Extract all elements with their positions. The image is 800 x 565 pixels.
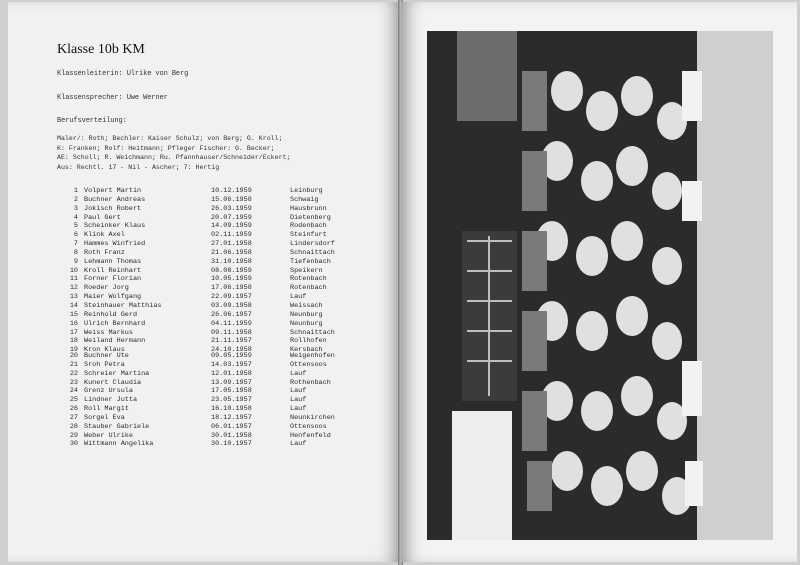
hometown: Tiefenbach xyxy=(290,257,331,266)
birth-date: 26.03.1959 xyxy=(211,204,252,213)
birth-date: 14.09.1959 xyxy=(211,222,252,231)
student-name: Reinhold Gerd xyxy=(84,310,138,319)
student-name: Roeder Jorg xyxy=(84,284,129,293)
birth-date: 16.10.1958 xyxy=(211,405,252,414)
roster-number: 22 xyxy=(69,369,78,378)
hometown: Weigenhofen xyxy=(290,352,335,360)
hometown: Schwaig xyxy=(290,195,319,204)
hometown: Lauf xyxy=(290,387,307,396)
class-speaker: Klassensprecher: Uwe Werner xyxy=(57,94,168,102)
student-name: Sorgel Eva xyxy=(84,413,125,422)
birth-date: 23.05.1957 xyxy=(211,396,252,405)
hometown: Neunburg xyxy=(290,310,323,319)
hometown: Lauf xyxy=(290,396,307,405)
birth-date: 09.05.1959 xyxy=(211,352,252,360)
student-name: Weber Ulrike xyxy=(84,431,133,440)
hometown: Lindersdorf xyxy=(290,240,335,249)
birth-date: 21.11.1957 xyxy=(211,337,252,346)
student-name: Buchner Andreas xyxy=(84,195,146,204)
distribution-line: K: Franken; Rolf: Heitmann; Pfleger Fischer: G. Becker; xyxy=(57,144,275,152)
birth-date: 15.06.1958 xyxy=(211,195,252,204)
class-teacher: Klassenleiterin: Ulrike von Berg xyxy=(57,70,189,78)
student-name: Lehmann Thomas xyxy=(84,257,142,266)
class-photo-image xyxy=(427,31,773,540)
right-page xyxy=(401,2,797,562)
hometown: Lauf xyxy=(290,405,307,414)
roster-number: 7 xyxy=(73,240,78,249)
birth-date: 06.01.1957 xyxy=(211,422,252,431)
roster-number: 5 xyxy=(73,222,78,231)
student-name: Weiss Markus xyxy=(84,328,133,337)
hometown: Rollhofen xyxy=(290,337,327,346)
student-name: Hammes Winfried xyxy=(84,240,146,249)
birth-date: 21.06.1958 xyxy=(211,248,252,257)
roster-number: 9 xyxy=(73,257,78,266)
distribution-text xyxy=(57,134,357,172)
student-name: Paul Gert xyxy=(84,213,121,222)
student-name: Stauber Gabriele xyxy=(84,422,150,431)
birth-date: 18.12.1957 xyxy=(211,413,252,422)
roster-number: 28 xyxy=(69,422,78,431)
hometown: Rotenbach xyxy=(290,275,327,284)
birth-date: 10.05.1959 xyxy=(211,275,252,284)
hometown: Henfenfeld xyxy=(290,431,331,440)
roster-number: 21 xyxy=(69,360,78,369)
student-name: Scheinker Klaus xyxy=(84,222,146,231)
roster-number: 6 xyxy=(73,231,78,240)
birth-date: 02.11.1959 xyxy=(211,231,252,240)
student-name: Maier Wolfgang xyxy=(84,293,142,302)
roster-number: 15 xyxy=(69,310,78,319)
roster-number: 18 xyxy=(69,337,78,346)
roster-number: 23 xyxy=(69,378,78,387)
birth-date: 12.01.1958 xyxy=(211,369,252,378)
hometown: Weissach xyxy=(290,301,323,310)
roster-number: 3 xyxy=(73,204,78,213)
roster-number: 20 xyxy=(69,352,78,360)
student-name: Lindner Jutta xyxy=(84,396,138,405)
student-name: Volpert Martin xyxy=(84,187,142,195)
distribution-line: Maler/: Roth; Bechler: Kaiser Schulz; von Berg; G. Kroll; xyxy=(57,135,283,142)
roster-number: 8 xyxy=(73,248,78,257)
hometown: Kersbach xyxy=(290,346,323,355)
hometown: Ottensoos xyxy=(290,360,327,369)
hometown: Rotenbach xyxy=(290,284,327,293)
roster-number: 17 xyxy=(69,328,78,337)
hometown: Steinfurt xyxy=(290,231,327,240)
student-name: Schreier Martina xyxy=(84,369,150,378)
birth-date: 27.01.1958 xyxy=(211,240,252,249)
student-name: Kron Klaus xyxy=(84,346,125,355)
birth-date: 30.10.1957 xyxy=(211,440,252,449)
student-name: Roth Franz xyxy=(84,248,125,257)
student-name: Sroh Petra xyxy=(84,360,125,369)
birth-date: 17.06.1958 xyxy=(211,284,252,293)
hometown: Speikern xyxy=(290,266,323,275)
student-name: Roll Margit xyxy=(84,405,129,414)
student-name: Forner Florian xyxy=(84,275,142,284)
roster-number: 25 xyxy=(69,396,78,405)
hometown: Neunkirchen xyxy=(290,413,335,422)
roster-number: 2 xyxy=(73,195,78,204)
roster-number: 19 xyxy=(69,346,78,355)
left-page xyxy=(8,2,400,562)
student-name: Ulrich Bernhard xyxy=(84,319,146,328)
roster-number: 14 xyxy=(69,301,78,310)
birth-date: 31.10.1958 xyxy=(211,257,252,266)
hometown: Rodenbach xyxy=(290,222,327,231)
birth-date: 22.09.1957 xyxy=(211,293,252,302)
roster-number: 4 xyxy=(73,213,78,222)
roster-number: 24 xyxy=(69,387,78,396)
student-name: Steinhauer Matthias xyxy=(84,301,162,310)
hometown: Dietenberg xyxy=(290,213,331,222)
student-name: Weiland Hermann xyxy=(84,337,146,346)
roster-number: 11 xyxy=(69,275,78,284)
birth-date: 10.12.1959 xyxy=(211,187,252,195)
hometown: Schnaittach xyxy=(290,328,335,337)
student-name: Kunert Claudia xyxy=(84,378,142,387)
hometown: Schnaittach xyxy=(290,248,335,257)
birth-date: 13.09.1957 xyxy=(211,378,252,387)
student-name: Jokisch Robert xyxy=(84,204,142,213)
distribution-heading: Berufsverteilung: xyxy=(57,117,127,125)
student-name: Buchner Ute xyxy=(84,352,129,360)
birth-date: 03.09.1958 xyxy=(211,301,252,310)
birth-date: 14.03.1957 xyxy=(211,360,252,369)
birth-date: 20.07.1959 xyxy=(211,213,252,222)
hometown: Lauf xyxy=(290,440,307,449)
distribution-line: AE: Scholl; R. Weichmann; Ru. Pfannhauser/Schneider/Eckert; xyxy=(57,154,291,162)
hometown: Neunburg xyxy=(290,319,323,328)
roster-number: 1 xyxy=(73,187,78,195)
birth-date: 26.06.1957 xyxy=(211,310,252,319)
hometown: Rothenbach xyxy=(290,378,331,387)
roster-number: 30 xyxy=(69,440,78,449)
roster-number: 12 xyxy=(69,284,78,293)
roster-number: 16 xyxy=(69,319,78,328)
birth-date: 04.11.1959 xyxy=(211,319,252,328)
birth-date: 08.08.1959 xyxy=(211,266,252,275)
page-title: Klasse 10b KM xyxy=(57,42,145,57)
student-name: Grenz Ursula xyxy=(84,387,133,396)
roster-number: 26 xyxy=(69,405,78,414)
birth-date: 30.01.1958 xyxy=(211,431,252,440)
class-photo xyxy=(427,31,773,540)
student-name: Wittmann Angelika xyxy=(84,440,154,449)
roster-number: 29 xyxy=(69,431,78,440)
hometown: Leinburg xyxy=(290,187,323,195)
roster-number: 13 xyxy=(69,293,78,302)
hometown: Hausbrunn xyxy=(290,204,327,213)
roster-number: 27 xyxy=(69,413,78,422)
hometown: Ottensoos xyxy=(290,422,327,431)
hometown: Lauf xyxy=(290,293,307,302)
student-name: Klink Axel xyxy=(84,231,125,240)
roster-number: 10 xyxy=(69,266,78,275)
student-name: Kroll Reinhart xyxy=(84,266,142,275)
birth-date: 17.05.1958 xyxy=(211,387,252,396)
hometown: Lauf xyxy=(290,369,307,378)
birth-date: 24.10.1958 xyxy=(211,346,252,355)
distribution-line: Aus: Rechtl. 17 - Nil - Ascher; 7: Hertig xyxy=(57,163,220,171)
birth-date: 09.11.1958 xyxy=(211,328,252,337)
